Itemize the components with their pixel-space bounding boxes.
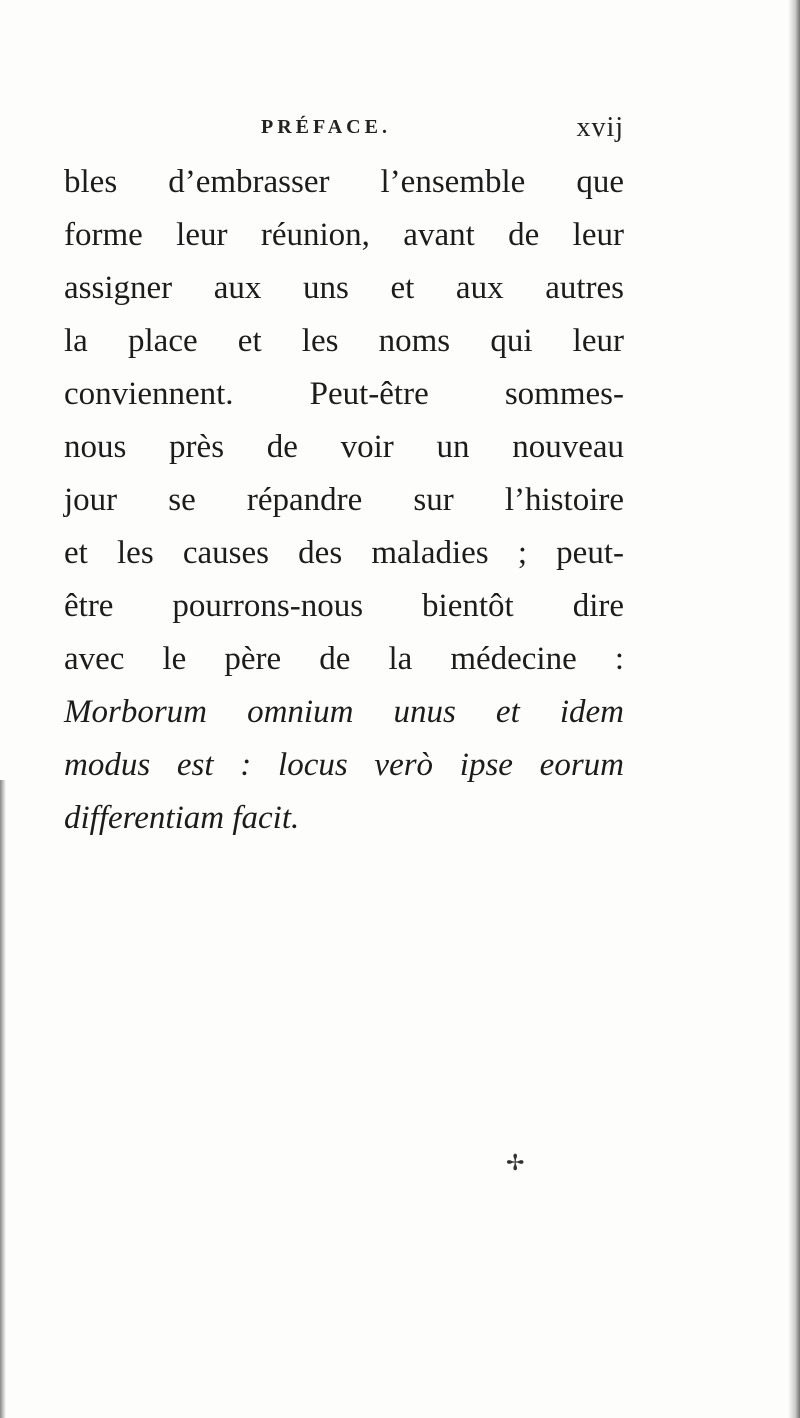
text-line: nous près de voir un nouveau	[64, 429, 624, 465]
ornament-icon: ✢	[506, 1150, 525, 1175]
page-edge-shadow	[788, 0, 800, 1418]
text-line: conviennent. Peut-être sommes-	[64, 376, 624, 412]
text-line: et les causes des maladies ; peut-	[64, 535, 624, 571]
page-number: xvij	[576, 112, 624, 143]
text-line: assigner aux uns et aux autres	[64, 270, 624, 306]
text-line: être pourrons-nous bientôt dire	[64, 588, 624, 624]
body-text	[64, 156, 624, 845]
running-head: PRÉFACE.	[261, 116, 391, 138]
text-line: jour se répandre sur l’histoire	[64, 482, 624, 518]
text-line: forme leur réunion, avant de leur	[64, 217, 624, 253]
latin-quote-line: differentiam facit.	[64, 800, 300, 836]
latin-quote-line: Morborum omnium unus et idem	[64, 694, 624, 730]
text-line: la place et les noms qui leur	[64, 323, 624, 359]
latin-quote-line: modus est : locus verò ipse eorum	[64, 747, 624, 783]
page-header	[64, 112, 624, 146]
text-line: avec le père de la médecine :	[64, 641, 624, 677]
binding-shadow	[0, 780, 6, 1418]
text-line: bles d’embrasser l’ensemble que	[64, 164, 624, 200]
